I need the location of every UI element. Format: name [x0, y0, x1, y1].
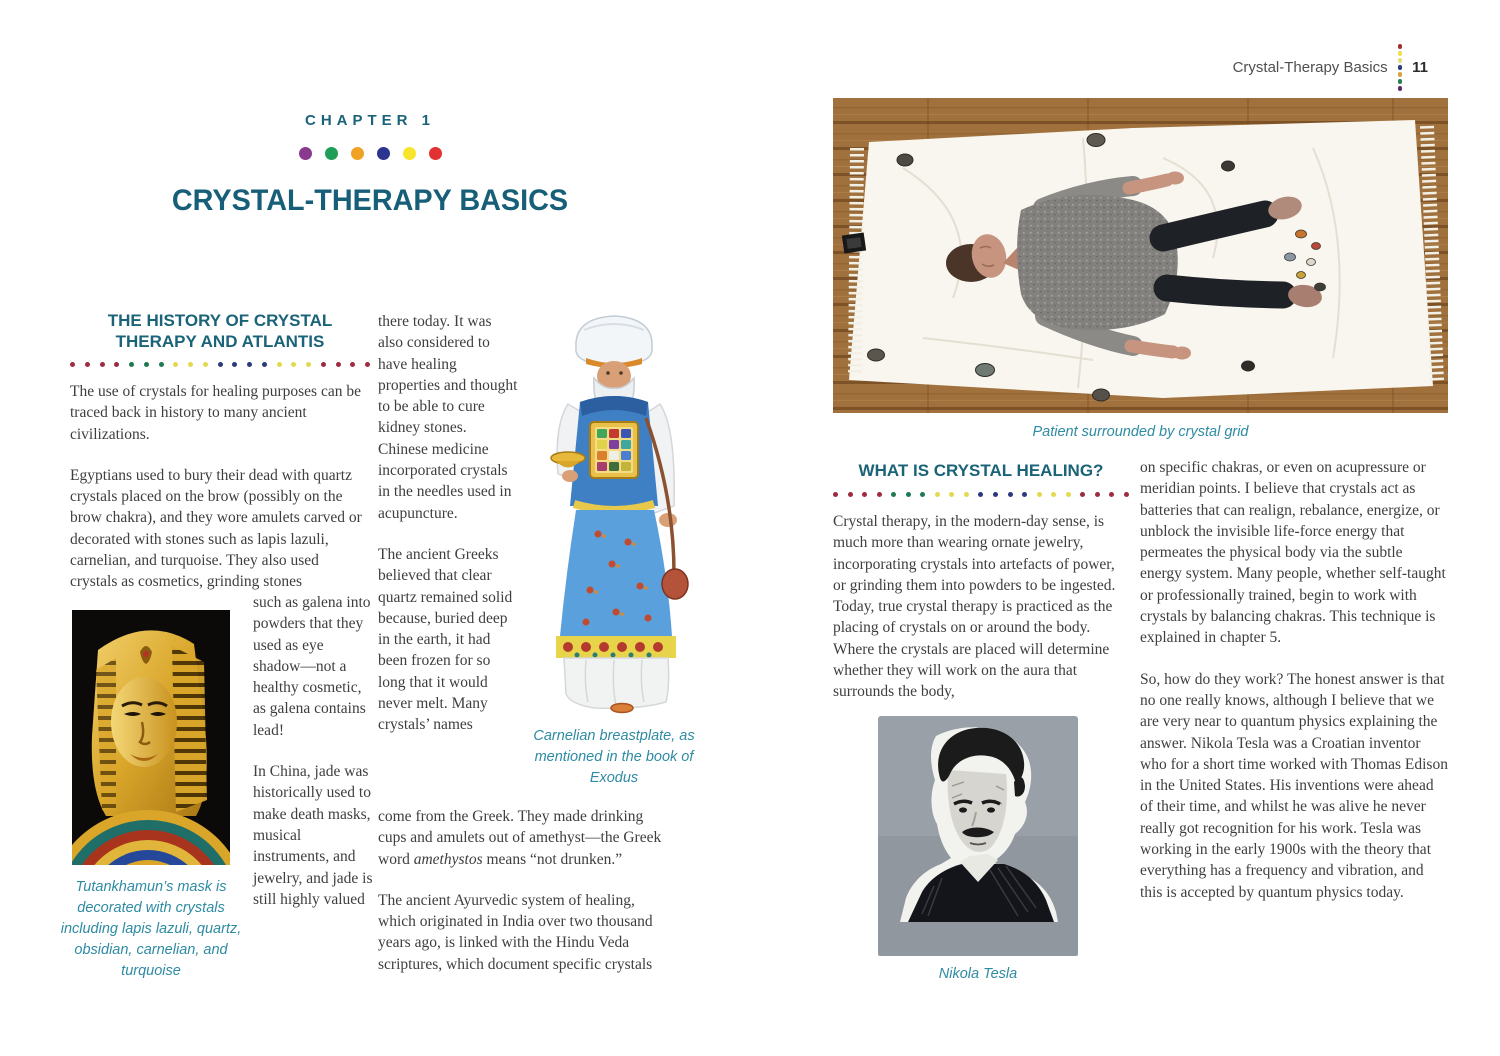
decorative-dot	[935, 492, 940, 497]
decorative-dot	[1398, 65, 1403, 70]
tutankhamun-mask-illustration	[72, 610, 230, 865]
decorative-dot	[377, 147, 390, 160]
decorative-dot	[173, 362, 178, 367]
decorative-dot	[403, 147, 416, 160]
chapter-title: CRYSTAL-THERAPY BASICS	[171, 184, 569, 217]
decorative-dot	[993, 492, 998, 497]
decorative-dot	[877, 492, 882, 497]
body-paragraph: The use of crystals for healing purposes can be traced back in history to many ancient civilizations.	[70, 383, 361, 443]
body-paragraph: on specific chakras, or even on acupressure or meridian points. I believe that crystals act as batteries that can realign, rebalance, energize, or unblock the invisible life-force energy that permeates the physical body via the subtle energy system. Many people, whether self-taught or professionally trained, begin to work with crystals by balancing chakras. This technique is explained in chapter 5.	[1140, 459, 1446, 647]
decorative-dot	[144, 362, 149, 367]
decorative-dot	[1398, 44, 1403, 49]
body-paragraph: come from the Greek. They made drinking cups and amulets out of amethyst—the Greek word amethystos means “not drunken.”	[378, 808, 662, 868]
history-section	[70, 310, 370, 613]
decorative-dot	[299, 147, 312, 160]
dotted-divider	[70, 362, 370, 367]
tutankhamun-figure	[60, 610, 242, 982]
body-paragraph: such as galena into powders that they used as eye shadow—not a healthy cosmetic, as galena contains lead!	[253, 594, 371, 739]
patient-crystal-grid-photo	[833, 98, 1448, 413]
body-paragraph: The ancient Greeks believed that clear quartz remained solid because, buried deep in the earth, it had been frozen for so long that it would never melt. Many crystals’ names	[378, 545, 513, 734]
decorative-dot	[114, 362, 119, 367]
decorative-dot	[159, 362, 164, 367]
body-paragraph: In China, jade was historically used to make death masks, musical instruments, and jewelry, and jade is still highly valued	[253, 763, 373, 908]
chapter-label: CHAPTER 1	[304, 112, 435, 129]
decorative-dot	[325, 147, 338, 160]
beside-mask-column	[253, 592, 374, 930]
decorative-dot	[277, 362, 282, 367]
decorative-dot	[350, 362, 355, 367]
photo-caption: Patient surrounded by crystal grid	[1032, 424, 1249, 440]
decorative-dot	[85, 362, 90, 367]
decorative-dot	[1398, 79, 1403, 84]
priest-caption: Carnelian breastplate, as mentioned in the book of Exodus	[533, 728, 695, 786]
middle-narrow-column	[378, 311, 518, 756]
body-paragraph: The ancient Ayurvedic system of healing, which originated in India over two thousand years ago, is linked with the Hindu Veda scriptures, which document specific crystals	[378, 891, 653, 973]
decorative-dot	[1398, 51, 1403, 56]
decorative-dot	[247, 362, 252, 367]
running-header	[1233, 44, 1428, 91]
healing-right-column	[1140, 457, 1448, 923]
decorative-dot	[429, 147, 442, 160]
decorative-dot	[891, 492, 896, 497]
running-header-title: Crystal-Therapy Basics	[1232, 58, 1388, 76]
history-heading: THE HISTORY OF CRYSTAL THERAPY AND ATLANTIS	[107, 311, 333, 351]
decorative-dot	[1022, 492, 1027, 497]
decorative-dot	[1398, 58, 1403, 63]
right-page	[750, 0, 1500, 1056]
decorative-dot	[1051, 492, 1056, 497]
decorative-dot	[100, 362, 105, 367]
decorative-dot	[262, 362, 267, 367]
page-number: 11	[1412, 58, 1428, 76]
middle-wide-column	[378, 806, 674, 995]
decorative-dot	[70, 362, 75, 367]
body-paragraph: Egyptians used to bury their dead with quartz crystals placed on the brow (possibly on the brow chakra), and they wore amulets carved or decorated with stones such as lapis lazuli, carnelian, and turquoise. They also used crystals as cosmetics, grinding stones	[70, 466, 362, 591]
decorative-dot	[351, 147, 364, 160]
chakra-dots-row	[75, 147, 665, 160]
nikola-tesla-illustration	[878, 716, 1078, 956]
priest-figure	[528, 306, 700, 789]
decorative-dot	[862, 492, 867, 497]
priest-breastplate-illustration	[528, 306, 700, 716]
decorative-dot	[232, 362, 237, 367]
decorative-dot	[848, 492, 853, 497]
decorative-dot	[1066, 492, 1071, 497]
decorative-dot	[306, 362, 311, 367]
decorative-dot	[129, 362, 134, 367]
decorative-dot	[365, 362, 370, 367]
tesla-caption: Nikola Tesla	[938, 966, 1018, 982]
decorative-dot	[1037, 492, 1042, 497]
decorative-dot	[336, 362, 341, 367]
decorative-dot	[1080, 492, 1085, 497]
decorative-dot	[188, 362, 193, 367]
tesla-figure	[878, 716, 1078, 985]
decorative-dot	[964, 492, 969, 497]
decorative-dot	[1109, 492, 1114, 497]
decorative-dot	[978, 492, 983, 497]
body-paragraph: there today. It was also considered to have healing properties and thought to be able to cure kidney stones. Chinese medicine incorporated crystals in the needles used in acupuncture.	[378, 313, 518, 522]
patient-photo-figure	[833, 98, 1448, 443]
decorative-dot	[203, 362, 208, 367]
decorative-dot	[920, 492, 925, 497]
decorative-dot	[1124, 492, 1129, 497]
mask-caption: Tutankhamun’s mask is decorated with crystals including lapis lazuli, quartz, obsidian, carnelian, and turquoise	[60, 879, 242, 979]
decorative-dot	[1398, 72, 1403, 77]
body-paragraph: Crystal therapy, in the modern-day sense, is much more than wearing ornate jewelry, incorporating crystals into artefacts of power, or grinding them into powders to be ingested. Today, true crystal therapy is practiced as the placing of crystals on or around the body. Where the crystals are placed will determine whether they will work on the aura that surrounds the body,	[833, 513, 1116, 701]
healing-heading: WHAT IS CRYSTAL HEALING?	[858, 461, 1104, 480]
decorative-dot	[833, 492, 838, 497]
decorative-dot	[1398, 86, 1403, 91]
header-dots-column	[1398, 44, 1403, 91]
dotted-divider	[833, 492, 1129, 497]
decorative-dot	[906, 492, 911, 497]
healing-section	[833, 460, 1129, 723]
chapter-header	[75, 112, 665, 238]
decorative-dot	[321, 362, 326, 367]
decorative-dot	[291, 362, 296, 367]
body-paragraph: So, how do they work? The honest answer is that no one really knows, although I believe that we are very near to quantum physics explaining the answer. Nikola Tesla was a Croatian inventor who for a short time worked with Thomas Edison in the United States. His inventions were ahead of their time, and whilst he was alive he never really got recognition for his work. Tesla was working in the early 1900s with the theory that everything has a frequency and vibration, and this is accepted by quantum physics today.	[1140, 670, 1448, 901]
decorative-dot	[218, 362, 223, 367]
decorative-dot	[1095, 492, 1100, 497]
decorative-dot	[949, 492, 954, 497]
decorative-dot	[1008, 492, 1013, 497]
